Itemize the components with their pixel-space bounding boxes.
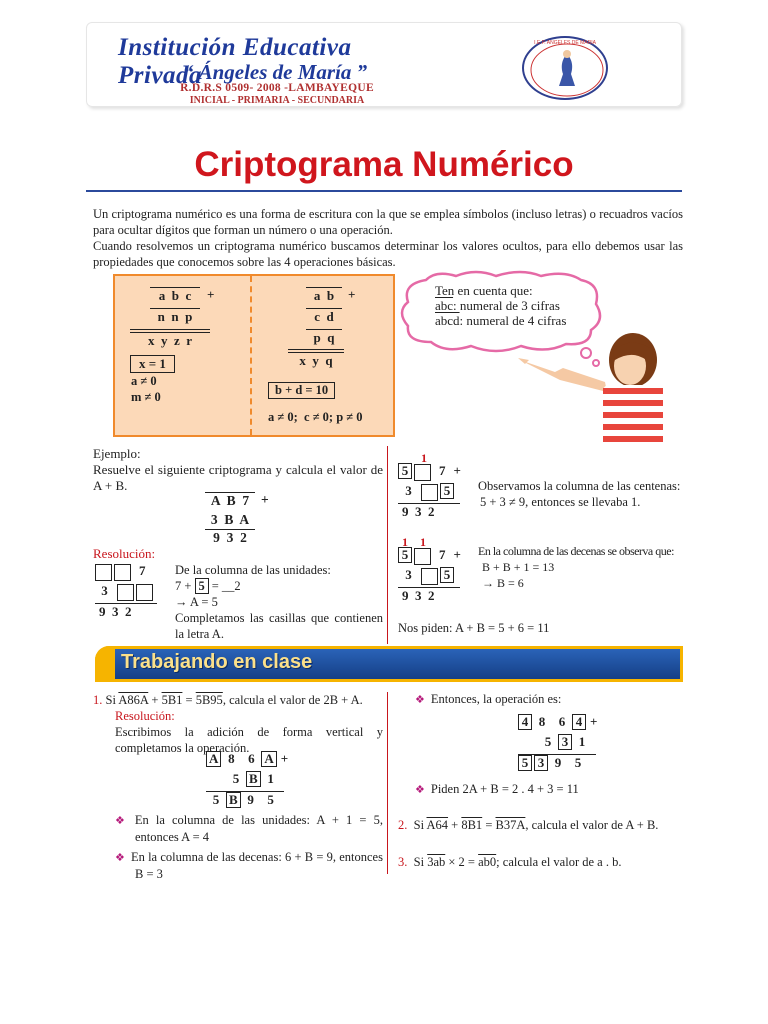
crypto-xyzr: x y z r [130, 332, 210, 349]
school-resolution: R.D.R.S 0509- 2008 -LAMBAYEQUE [180, 82, 374, 94]
note-acp: a ≠ 0; c ≠ 0; p ≠ 0 [268, 410, 363, 424]
intro-p2: Cuando resolvemos un criptograma numérico buscamos determinar los valores ocultos, para ello debemos usar las propiedades que conocemos sobre las 4 operaciones básicas. [93, 239, 683, 269]
crypto-abc: a b c [150, 287, 200, 304]
example-label: Ejemplo: [93, 446, 141, 461]
plus-sign: + [207, 287, 215, 302]
bullet-units: ❖ En la columna de las unidades: A + 1 = 5, entonces A = 4 [115, 813, 383, 844]
note-a: a ≠ 0 [131, 374, 157, 388]
units-explanation: De la columna de las unidades: 7 + 5 = __2 → A = 5 Completamos las casillas que contienen la letra A. [175, 563, 383, 641]
decenas-note: En la columna de las decenas se observa que: B + B + 1 = 13 → B = 6 [478, 544, 674, 590]
piden-line: ❖ Piden 2A + B = 2 . 4 + 3 = 11 [415, 782, 579, 796]
exercise-1: 1. Si A86A + 5B1 = 5B95, calcula el valor de 2B + A. Resolución: Escribimos la adición de forma vertical y completamos la operación. [93, 693, 383, 755]
note-m: m ≠ 0 [131, 390, 161, 404]
school-levels: INICIAL - PRIMARIA - SECUNDARIA [189, 95, 365, 106]
exercise-2: 2. Si A64 + 8B1 = B37A, calcula el valor de A + B. [398, 818, 659, 832]
school-subname: “ Ángeles de María ” [182, 60, 368, 84]
intro-text [93, 206, 683, 270]
crypto-pq: p q [306, 329, 342, 346]
seal-text: I.E.P. ANGELES DE MARIA [534, 40, 596, 46]
example-section [93, 446, 383, 494]
exercise-3: 3. Si 3ab × 2 = ab0; calcula el valor de a . b. [398, 855, 622, 869]
bullet-tens: ❖ En la columna de las decenas: 6 + B = 9, entonces B = 3 [115, 850, 383, 881]
title-rule [86, 190, 682, 192]
boxed-bd: b + d = 10 [268, 382, 335, 399]
diamond-bullet-icon: ❖ [115, 852, 125, 864]
bubble-text: Ten en cuenta que: $\overline{abc}$: numeral de 3 cifras abcd: numeral de 4 cifras [435, 283, 567, 328]
final-operation: 4 8 6 4 + 5 3 1 5 3 9 5 [518, 714, 597, 771]
centenas-op: 5 7 + 3 5 9 3 2 [398, 463, 461, 520]
answer-line: Nos piden: A + B = 5 + 6 = 11 [398, 621, 550, 635]
diamond-bullet-icon: ❖ [415, 784, 425, 796]
girl-pointing-illustration [515, 330, 670, 442]
op-3ba: 3 B A [210, 512, 250, 527]
resolution-label: Resolución: [93, 546, 156, 561]
decenas-op: 5 7 + 3 5 9 3 2 [398, 547, 461, 604]
page-title: Criptograma Numérico [194, 145, 574, 184]
orange-divider [250, 276, 252, 435]
column-divider [387, 692, 388, 874]
numeral-abc: $\overline{abc}$ [435, 298, 454, 313]
plus-sign: + [261, 492, 269, 507]
crypto-nnp: n n p [150, 308, 200, 325]
intro-p1: Un criptograma numérico es una forma de escritura con la que se emplea símbolos (incluso letras) o recuadros vacíos para ocultar dígitos que forman un número o una operación. [93, 207, 683, 237]
example-operation [205, 492, 269, 546]
exercise-1-operation: A 8 6 A + 5 B 1 5 B 9 5 [206, 751, 288, 808]
resolution-label: Resolución: [115, 709, 175, 723]
right-crypto [288, 287, 356, 369]
carry-digit: 1 [421, 451, 427, 465]
left-crypto [130, 287, 215, 373]
crypto-ab: a b [306, 287, 342, 304]
school-name: Institución Educativa Privada [118, 34, 352, 89]
resolution-boxes: 7 3 9 3 2 [95, 563, 157, 620]
boxed-x: x = 1 [130, 355, 175, 373]
example-statement: Resuelve el siguiente criptograma y calcula el valor de A + B. [93, 462, 383, 493]
crypto-cd: c d [306, 308, 342, 325]
bubble-line1: Ten en cuenta que: [435, 283, 533, 298]
diamond-bullet-icon: ❖ [115, 815, 129, 827]
banner-title: Trabajando en clase [121, 651, 313, 673]
plus-sign: + [348, 287, 356, 302]
op-932: 9 3 2 [205, 529, 255, 546]
crypto-xyq: x y q [288, 352, 344, 369]
numeral-abcd: abcd [435, 313, 460, 328]
carry-pair: 1 1 [402, 535, 426, 549]
centenas-note: Observamos la columna de las centenas: 5 + 3 ≠ 9, entonces se llevaba 1. [478, 479, 681, 509]
exercise-1-bullets [115, 812, 383, 882]
operation-intro: ❖ Entonces, la operación es: [415, 692, 562, 706]
diamond-bullet-icon: ❖ [415, 694, 425, 706]
op-ab7: A B 7 [205, 492, 255, 509]
column-divider [387, 446, 388, 644]
